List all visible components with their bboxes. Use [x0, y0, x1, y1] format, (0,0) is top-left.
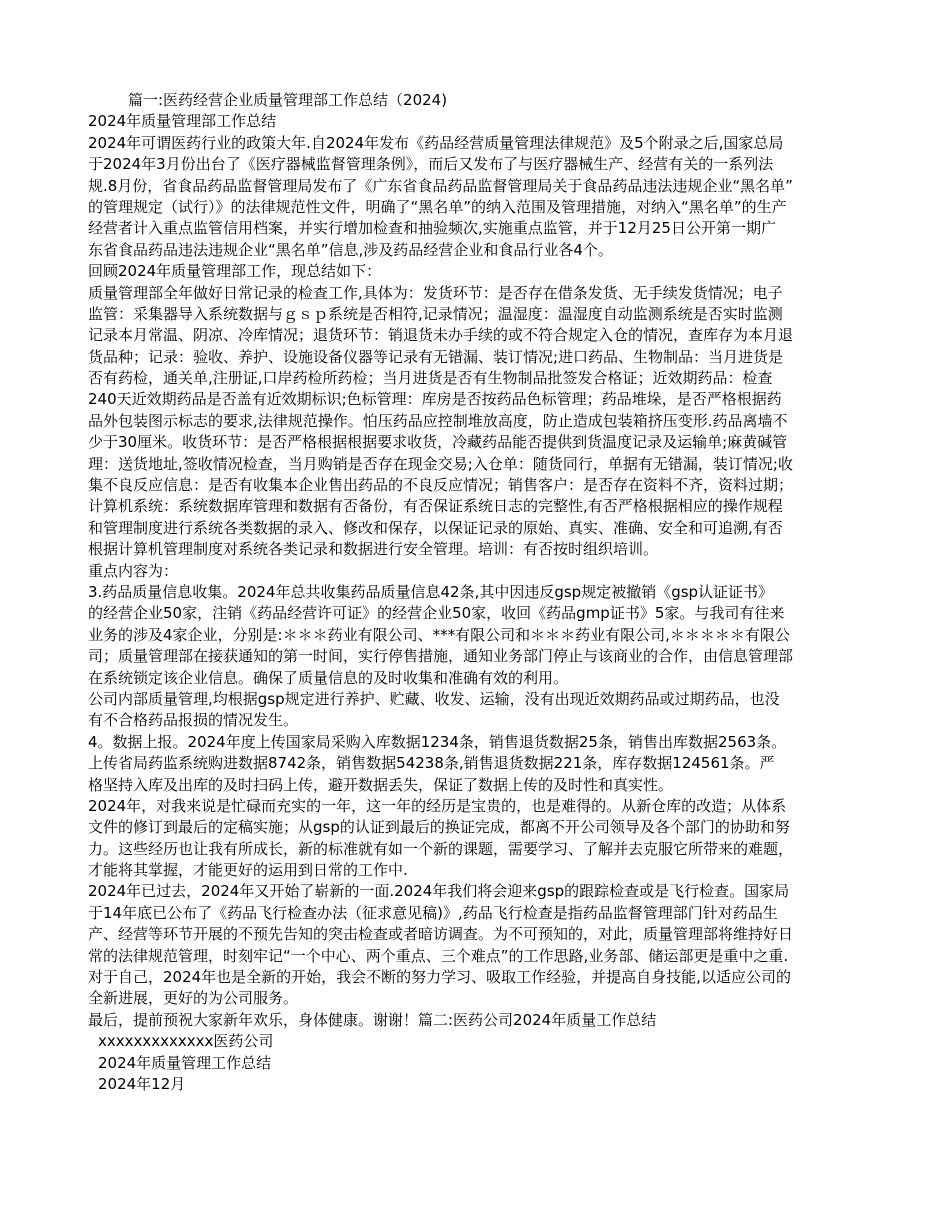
text-line: 有不合格药品报损的情况发生。	[88, 711, 299, 730]
text-line: 司；质量管理部在接获通知的第一时间，实行停售措施，通知业务部门停止与该商业的合作，由信息管理部	[88, 647, 794, 666]
text-line: 理：送货地址,签收情况检查，当月购销是否存在现金交易;入仓单：随货同行，单据有无错漏，装订情况;收	[88, 454, 793, 473]
text-line: 和管理制度进行系统各类数据的录入、修改和保存，以保证记录的原始、真实、准确、安全和可追溯,有否	[88, 518, 783, 537]
text-line: 才能将其掌握，才能更好的运用到日常的工作中.	[88, 861, 408, 880]
report-title: 2024年质量管理工作总结	[98, 1053, 272, 1072]
text-line: 集不良反应信息：是否有收集本企业售出药品的不良反应情况；销售客户：是否存在资料不齐，资料过期；	[88, 476, 794, 495]
document-title: 篇一:医药经营企业质量管理部工作总结（2024)	[128, 91, 448, 109]
text-line: 质量管理部全年做好日常记录的检查工作,具体为：发货环节：是否存在借条发货、无手续发货情况；电子	[88, 283, 783, 302]
text-line: 公司内部质量管理,均根据gsp规定进行养护、贮藏、收发、运输，没有出现近效期药品或过期药品，也没	[88, 689, 780, 708]
text-line: 文件的修订到最后的定稿实施；从gsp的认证到最后的换证完成，都离不开公司领导及各个部门的协助和努	[88, 818, 790, 837]
text-line: 业务的涉及4家企业，分别是:＊＊＊药业有限公司、***有限公司和＊＊＊药业有限公司,＊＊＊＊＊有限公	[88, 625, 790, 644]
report-date: 2024年12月	[98, 1074, 186, 1093]
text-line: 力。这些经历也让我有所成长，新的标准就有如一个新的课题，需要学习、了解并去克服它所带来的难题，	[88, 839, 794, 858]
document-page	[88, 90, 862, 1095]
text-line: 的经营企业50家，注销《药品经营许可证》的经营企业50家，收回《药品gmp证书》5家。与我司有往来	[88, 604, 785, 623]
section-heading: 2024年质量管理部工作总结	[88, 112, 277, 131]
text-line: 格坚持入库及出库的及时扫码上传，避开数据丢失，保证了数据上传的及时性和真实性。	[88, 775, 674, 794]
text-line: 2024年，对我来说是忙碌而充实的一年，这一年的经历是宝贵的，也是难得的。从新仓库的改造；从体系	[88, 796, 787, 815]
text-line: 于14年底已公布了《药品飞行检查办法（征求意见稿)》,药品飞行检查是指药品监督管理部门针对药品生	[88, 903, 778, 922]
text-line: 东省食品药品违法违规企业“黑名单”信息,涉及药品经营企业和食品行业各4个。	[88, 240, 613, 259]
text-line: 根据计算机管理制度对系统各类记录和数据进行安全管理。培训：有否按时组织培训。	[88, 540, 659, 559]
text-line: 2024年已过去，2024年又开始了崭新的一面.2024年我们将会迎来gsp的跟踪检查或是飞行检查。国家局	[88, 882, 790, 901]
text-line: 计算机系统：系统数据库管理和数据有否备份，有否保证系统日志的完整性,有否严格根据相应的操作规程	[88, 497, 783, 516]
text-line: 少于30厘米。收货环节：是否严格根据根据要求收货，冷藏药品能否提供到货温度记录及运输单;麻黄碱管	[88, 433, 788, 452]
text-line: 监管：采集器导入系统数据与ｇｓｐ系统是否相符,记录情况；温湿度：温湿度自动监测系统是否实时监测	[88, 304, 783, 323]
text-line: 品外包装图示标志的要求,法律规范操作。怕压药品应控制堆放高度，防止造成包装箱挤压变形.药品离墙不	[88, 411, 788, 430]
text-line: 重点内容为：	[88, 561, 179, 580]
text-line: 货品种；记录：验收、养护、设施设备仪器等记录有无错漏、装订情况;进口药品、生物制品：当月进货是	[88, 347, 784, 366]
text-line: 4。数据上报。2024年度上传国家局采购入库数据1234条，销售退货数据25条，销售出库数据2563条。	[88, 732, 787, 751]
text-line: 于2024年3月份出台了《医疗器械监督管理条例》，而后又发布了与医疗器械生产、经营有关的一系列法	[88, 155, 774, 174]
text-line: 产、经营等环节开展的不预先告知的突击检查或者暗访调查。为不可预知的，对此，质量管理部将维持好日	[88, 925, 794, 944]
text-line: 对于自己，2024年也是全新的开始，我会不断的努力学习、吸取工作经验，并提高自身技能,以适应公司的	[88, 968, 791, 987]
text-line: 回顾2024年质量管理部工作，现总结如下：	[88, 262, 382, 281]
text-line: 240天近效期药品是否盖有近效期标识;色标管理：库房是否按药品色标管理；药品堆垛，是否严格根据药	[88, 390, 782, 409]
text-line: 否有药检，通关单,注册证,口岸药检所药检；当月进货是否有生物制品批签发合格证；近效期药品：检查	[88, 369, 773, 388]
text-line: 最后，提前预祝大家新年欢乐，身体健康。谢谢！篇二:医药公司2024年质量工作总结	[88, 1010, 657, 1029]
text-line: 2024年可谓医药行业的政策大年.自2024年发布《药品经营质量管理法律规范》及5个附录之后,国家总局	[88, 133, 784, 152]
text-line: 常的法律规范管理，时刻牢记“一个中心、两个重点、三个难点”的工作思路,业务部、储运部更是重中之重.	[88, 946, 789, 965]
text-line: 上传省局药监系统购进数据8742条，销售数据54238条,销售退货数据221条，库存数据124561条。严	[88, 754, 775, 773]
text-line: 的管理规定（试行）》的法律规范性文件，明确了“黑名单”的纳入范围及管理措施，对纳入“黑名单”的生产	[88, 197, 787, 216]
company-name: xxxxxxxxxxxxx医药公司	[98, 1032, 274, 1051]
text-line: 全新进展，更好的为公司服务。	[88, 989, 299, 1008]
text-line: 经营者计入重点监管信用档案，并实行增加检查和抽验频次,实施重点监管，并于12月25日公开第一期广	[88, 219, 776, 238]
text-line: 规.8月份，省食品药品监督管理局发布了《广东省食品药品监督管理局关于食品药品违法违规企业“黑名单”	[88, 176, 793, 195]
text-line: 在系统锁定该企业信息。确保了质量信息的及时收集和准确有效的利用。	[88, 668, 569, 687]
text-line: 3.药品质量信息收集。2024年总共收集药品质量信息42条,其中因违反gsp规定被撤销《gsp认证证书》	[88, 582, 774, 601]
text-line: 记录本月常温、阴凉、冷库情况；退货环节：销退货未办手续的或不符合规定入仓的情况，查库存为本月退	[88, 326, 794, 345]
